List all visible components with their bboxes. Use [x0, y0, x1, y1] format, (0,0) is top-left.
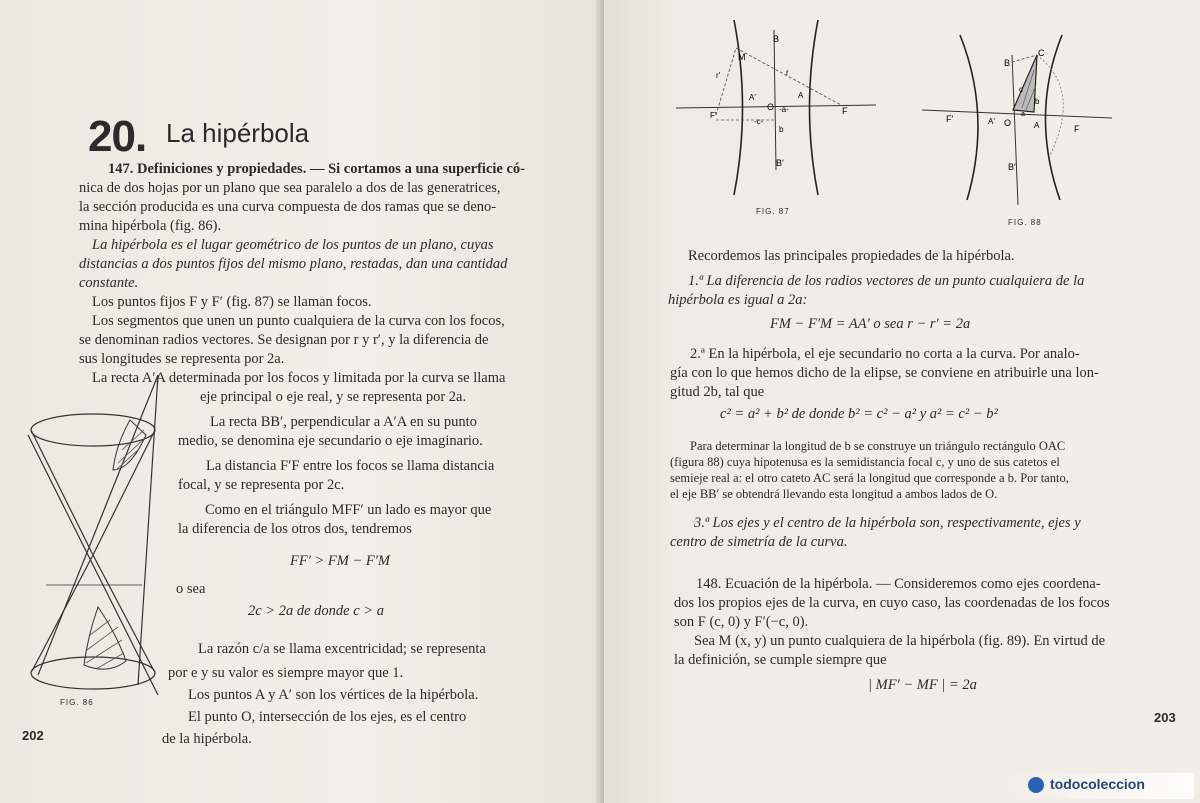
label-a: -a- — [779, 105, 789, 114]
text-line: La hipérbola es el lugar geométrico de los puntos de un plano, cuyas — [92, 237, 494, 253]
figure-caption: FIG. 88 — [1008, 218, 1042, 227]
text-line: por e y su valor es siempre mayor que 1. — [168, 665, 404, 681]
text-line: Los puntos A y A′ son los vértices de la hipérbola. — [188, 687, 479, 703]
label-r: r — [786, 68, 789, 77]
text-line: La razón c/a se llama excentricidad; se representa — [198, 641, 486, 657]
text-line: son F (c, 0) y F′(−c, 0). — [674, 614, 809, 630]
text-line: gía con lo que hemos dicho de la elipse, se conviene en atribuirle una lon- — [670, 365, 1099, 381]
label-F: F — [1074, 124, 1080, 134]
text-line: Para determinar la longitud de b se construye un triángulo rectángulo OAC — [690, 439, 1066, 453]
text-line: 2.ª En la hipérbola, el eje secundario no corta a la curva. Por analo- — [690, 346, 1080, 362]
text-line: se denominan radios vectores. Se designan por r y r′, y la diferencia de — [79, 332, 489, 348]
watermark-logo-icon — [1028, 777, 1044, 793]
text-line: La recta A′A determinada por los focos y limitada por la curva se llama — [92, 370, 506, 386]
formula: 2c > 2a de donde c > a — [248, 603, 384, 619]
label-F: F — [842, 106, 848, 116]
label-A-prime: A′ — [988, 117, 995, 126]
label-M: M — [738, 52, 746, 62]
figure-86-double-cone — [18, 375, 168, 695]
label-B: B — [773, 34, 780, 44]
label-B-prime: B′ — [776, 158, 784, 168]
label-O: O — [767, 102, 775, 112]
text-line: hipérbola es igual a 2a: — [668, 292, 808, 308]
text-line: La distancia F′F entre los focos se llama distancia — [206, 458, 495, 474]
formula: FF′ > FM − F′M — [290, 553, 390, 569]
text-line: el eje BB′ se obtendrá llevando esta longitud a ambos lados de O. — [670, 487, 998, 501]
label-a: a — [1021, 111, 1025, 118]
text-line: de la hipérbola. — [162, 731, 252, 747]
text-line: 3.ª Los ejes y el centro de la hipérbola son, respectivamente, ejes y — [694, 515, 1081, 531]
label-A-prime: A′ — [749, 93, 756, 102]
label-A: A — [798, 91, 804, 100]
watermark — [994, 773, 1194, 799]
label-F-prime: F′ — [710, 111, 717, 120]
text-line: semieje real a: el otro cateto AC será la longitud que corresponde a b. Por tanto, — [670, 471, 1069, 485]
page-number: 203 — [1154, 710, 1176, 725]
formula: FM − F′M = AA′ o sea r − r′ = 2a — [770, 316, 971, 332]
label-b: b — [1035, 97, 1040, 106]
text-line: la definición, se cumple siempre que — [674, 652, 887, 668]
label-B: B — [1004, 58, 1011, 68]
text-line: sus longitudes se representa por 2a. — [79, 351, 285, 367]
text-line: Como en el triángulo MFF′ un lado es mayor que — [205, 502, 492, 518]
text-line: Recordemos las principales propiedades de la hipérbola. — [688, 248, 1015, 264]
formula: c² = a² + b² de donde b² = c² − a² y a² = c² − b² — [720, 406, 998, 422]
text-line: la sección producida es una curva compuesta de dos ramas que se deno- — [79, 199, 497, 215]
watermark-text: todocoleccion — [1050, 776, 1145, 792]
text-line: 1.ª La diferencia de los radios vectores de un punto cualquiera de la — [688, 273, 1085, 289]
text-line: Los puntos fijos F y F′ (fig. 87) se llaman focos. — [92, 294, 372, 310]
label-A: A — [1034, 121, 1040, 130]
label-F-prime: F′ — [946, 114, 954, 124]
text-line: distancias a dos puntos fijos del mismo plano, restadas, dan una cantidad — [79, 256, 508, 272]
figure-87-hyperbola — [676, 20, 886, 195]
figure-caption: FIG. 86 — [60, 698, 94, 707]
figure-88-hyperbola-construction — [922, 30, 1112, 215]
text-line: 147. Definiciones y propiedades. — Si cortamos a una superficie có- — [108, 161, 525, 177]
text-line: eje principal o eje real, y se representa por 2a. — [200, 389, 467, 405]
right-page — [604, 0, 1200, 803]
label-r-prime: r′ — [716, 71, 721, 80]
figure-caption: FIG. 87 — [756, 207, 790, 216]
text-line: Los segmentos que unen un punto cualquiera de la curva con los focos, — [92, 313, 505, 329]
text-line: medio, se denomina eje secundario o eje imaginario. — [178, 433, 483, 449]
text-line: 148. Ecuación de la hipérbola. — Consideremos como ejes coordena- — [696, 576, 1101, 592]
text-line: (figura 88) cuya hipotenusa es la semidistancia focal c, y uno de sus catetos el — [670, 455, 1060, 469]
text-line: La recta BB′, perpendicular a A′A en su punto — [210, 414, 477, 430]
text-line: nica de dos hojas por un plano que sea paralelo a dos de las generatrices, — [79, 180, 501, 196]
label-c: -c- — [754, 117, 764, 126]
text-line: centro de simetría de la curva. — [670, 534, 848, 550]
label-C: C — [1038, 48, 1045, 58]
text-line: la diferencia de los otros dos, tendremos — [178, 521, 412, 537]
chapter-title: La hipérbola — [166, 118, 310, 148]
text-line: o sea — [176, 581, 206, 597]
label-c: c — [1019, 85, 1023, 94]
text-line: dos los propios ejes de la curva, en cuyo caso, las coordenadas de los focos — [674, 595, 1110, 611]
label-b: b — [779, 125, 784, 134]
label-B-prime: B′ — [1008, 162, 1016, 172]
page-number: 202 — [22, 728, 44, 743]
text-line: Sea M (x, y) un punto cualquiera de la hipérbola (fig. 89). En virtud de — [694, 633, 1106, 649]
text-line: focal, y se representa por 2c. — [178, 477, 345, 493]
text-line: constante. — [79, 275, 139, 291]
text-line: El punto O, intersección de los ejes, es el centro — [188, 709, 467, 725]
formula: | MF′ − MF | = 2a — [868, 677, 977, 693]
text-line: gitud 2b, tal que — [670, 384, 765, 400]
chapter-number: 20. — [88, 112, 147, 161]
text-line: mina hipérbola (fig. 86). — [79, 218, 222, 234]
label-O: O — [1004, 118, 1012, 128]
